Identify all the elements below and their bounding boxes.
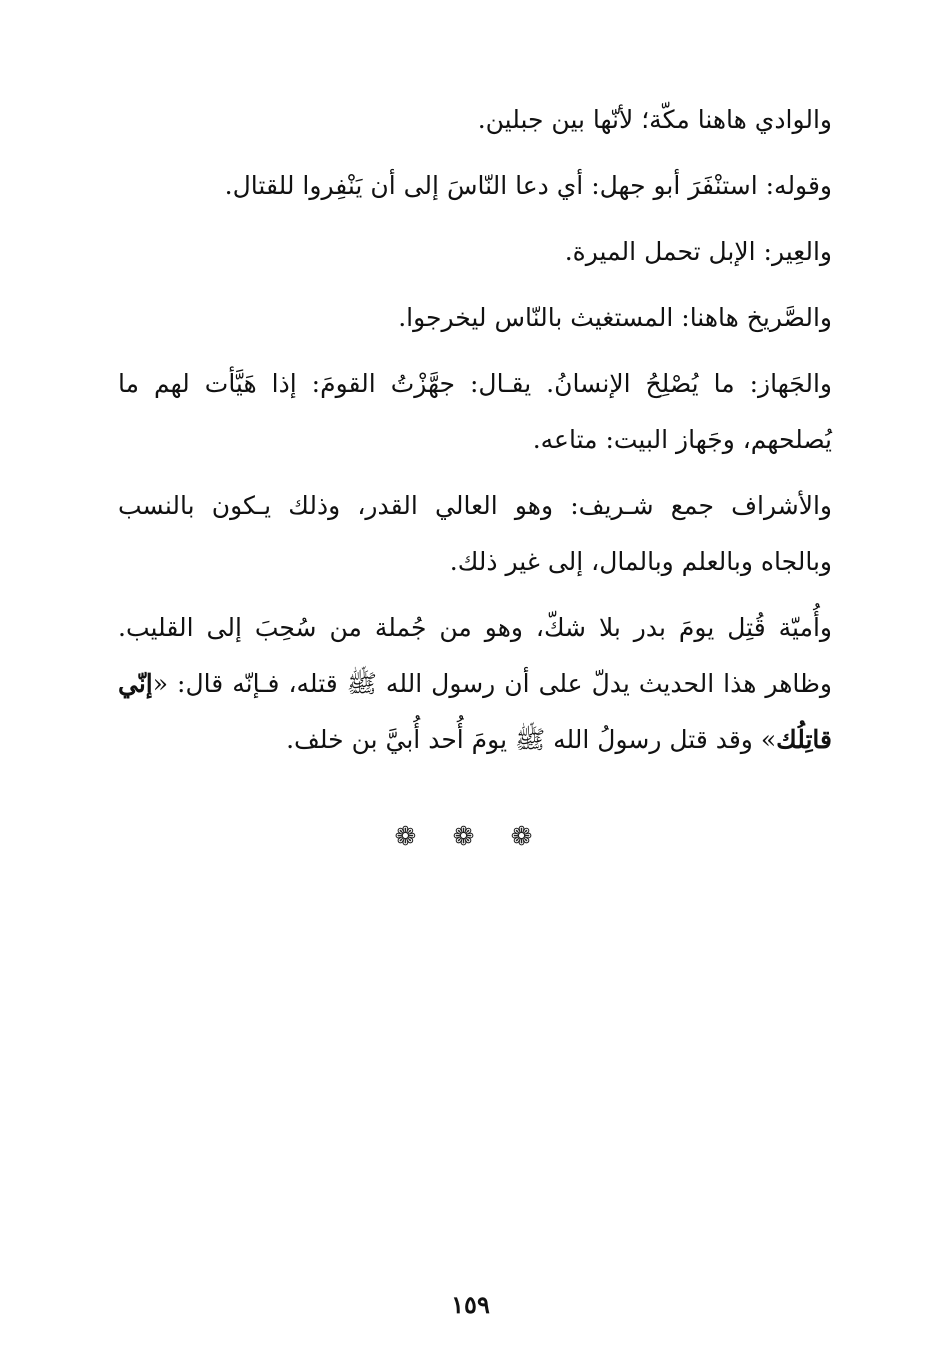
paragraph-eer: والعِير: الإبل تحمل الميرة. <box>564 237 832 266</box>
paragraph-umayya-part2: » وقد قتل رسولُ الله ﷺ يومَ أُحد أُبيَّ بن خلف. <box>286 725 777 754</box>
body-text <box>118 92 832 768</box>
quote-bold-text: إنّي قاتِلُك <box>118 669 832 754</box>
paragraph-istanfar: وقوله: استنْفَرَ أبو جهل: أي دعا النّاسَ إلى أن يَنْفِروا للقتال. <box>224 171 832 200</box>
page-number: ١٥٩ <box>451 1290 490 1319</box>
paragraph-umayya <box>118 600 832 768</box>
paragraph-sarikh: والصَّريخ هاهنا: المستغيث بالنّاس ليخرجوا. <box>398 303 832 332</box>
paragraph-jahaz: والجَهاز: ما يُصْلِحُ الإنسانُ. يقـال: جهَّزْتُ القومَ: إذا هَيَّأت لهم ما يُصلحهم، وجَهاز البيت: متاعه. <box>118 369 832 454</box>
paragraph-ashraf: والأشراف جمع شـريف: وهو العالي القدر، وذلك يـكون بالنسب وبالجاه وبالعلم وبالمال، إلى غير ذلك. <box>118 491 832 576</box>
paragraph-umayya-part1: وأُميّة قُتِل يومَ بدر بلا شكّ، وهو من جُملة من سُحِبَ إلى القليب. وظاهر هذا الحديث يدلّ على أن رسول الله ﷺ قتله، فـإنّه قال: « <box>118 613 832 698</box>
flower-ornament-icons: ❁ ❁ ❁ <box>394 822 547 852</box>
paragraph-wadi: والوادي هاهنا مكّة؛ لأنّها بين جبلين. <box>477 105 832 134</box>
